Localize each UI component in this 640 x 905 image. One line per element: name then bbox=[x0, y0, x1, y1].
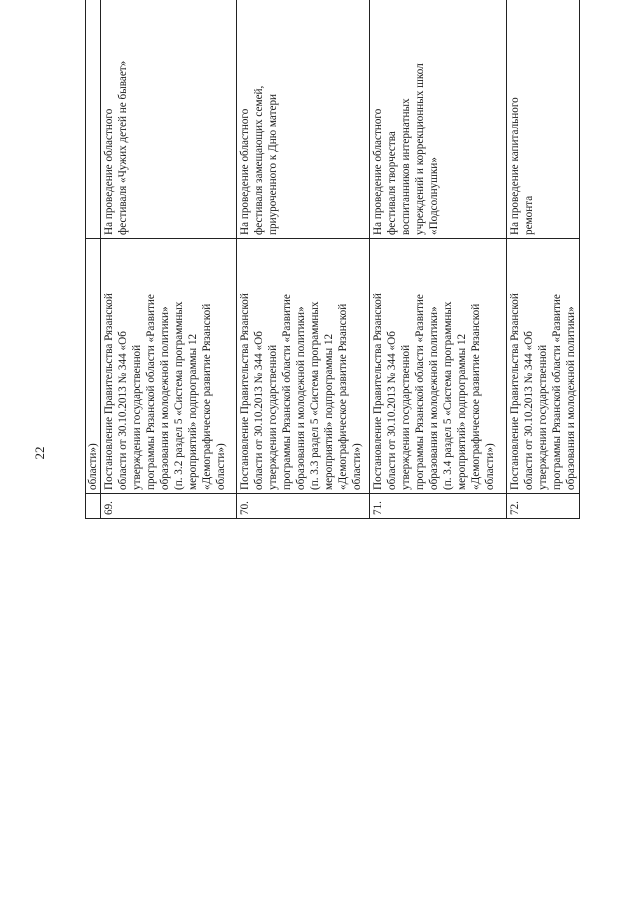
cell-text-line: области») bbox=[484, 443, 496, 490]
purpose-cell bbox=[237, 0, 370, 239]
cell-text-line: На проведение областного bbox=[372, 108, 384, 235]
documents-table bbox=[85, 0, 580, 519]
cell-text-line: программы Рязанской области «Развитие bbox=[414, 294, 426, 490]
purpose-cell bbox=[101, 0, 237, 239]
cell-text-line: утверждении государственной bbox=[537, 344, 549, 490]
cell-text-line: На проведение областного bbox=[239, 108, 251, 235]
cell-text-line: фестиваля «Чужих детей не бывает» bbox=[117, 60, 129, 235]
cell-text-line: образования и молодежной политики» bbox=[428, 306, 440, 490]
cell-text-line: области от 30.10.2013 № 344 «Об bbox=[117, 331, 129, 490]
legal-basis-cell bbox=[101, 239, 237, 494]
cell-text-line: образования и молодежной политики» bbox=[295, 306, 307, 490]
cell-text-line: (п. 3.2 раздел 5 «Система программных bbox=[173, 301, 185, 490]
cell-text-line: «Демографическое развитие Рязанской bbox=[201, 303, 213, 490]
continuation-text: области») bbox=[86, 239, 101, 494]
row-number: 70. bbox=[237, 494, 370, 519]
cell-text-line: программы Рязанской области «Развитие bbox=[551, 294, 563, 490]
cell-text-line: (п. 3.4 раздел 5 «Система программных bbox=[442, 301, 454, 490]
cell-text-line: «Демографическое развитие Рязанской bbox=[470, 303, 482, 490]
purpose-cell bbox=[507, 0, 580, 239]
cell-text-line: утверждении государственной bbox=[267, 344, 279, 490]
continuation-empty-cell bbox=[86, 0, 101, 239]
cell-text-line: На проведение капитального bbox=[509, 97, 521, 235]
table-row bbox=[370, 0, 507, 519]
row-number: 71. bbox=[370, 494, 507, 519]
legal-basis-cell bbox=[237, 239, 370, 494]
cell-text-line: учреждений и коррекционных школ bbox=[414, 63, 426, 235]
cell-text-line: программы Рязанской области «Развитие bbox=[281, 294, 293, 490]
continuation-row bbox=[86, 0, 101, 519]
cell-text-line: области от 30.10.2013 № 344 «Об bbox=[523, 331, 535, 490]
cell-text-line: фестиваля замещающих семей, bbox=[253, 85, 265, 235]
cell-text-line: мероприятий» подпрограммы 12 bbox=[456, 333, 468, 490]
cell-text-line: утверждении государственной bbox=[131, 344, 143, 490]
cell-text-line: «Демографическое развитие Рязанской bbox=[337, 303, 349, 490]
continuation-num-cell bbox=[86, 494, 101, 519]
purpose-cell bbox=[370, 0, 507, 239]
cell-text-line: области») bbox=[215, 443, 227, 490]
cell-text-line: Постановление Правительства Рязанской bbox=[103, 293, 115, 490]
cell-text-line: На проведение областного bbox=[103, 108, 115, 235]
cell-text-line: области») bbox=[351, 443, 363, 490]
cell-text-line: ремонта bbox=[523, 195, 535, 235]
cell-text-line: (п. 3.3 раздел 5 «Система программных bbox=[309, 301, 321, 490]
cell-text-line: воспитанников интернатных bbox=[400, 98, 412, 235]
cell-text-line: Постановление Правительства Рязанской bbox=[509, 293, 521, 490]
cell-text-line: фестиваля творчества bbox=[386, 131, 398, 235]
table-frame bbox=[85, 33, 577, 878]
cell-text-line: области от 30.10.2013 № 344 «Об bbox=[253, 331, 265, 490]
page-number: 22 bbox=[32, 446, 47, 460]
cell-text-line: мероприятий» подпрограммы 12 bbox=[323, 333, 335, 490]
table-row bbox=[507, 0, 580, 519]
cell-text-line: Постановление Правительства Рязанской bbox=[372, 293, 384, 490]
cell-text-line: мероприятий» подпрограммы 12 bbox=[187, 333, 199, 490]
cell-text-line: утверждении государственной bbox=[400, 344, 412, 490]
cell-text-line: программы Рязанской области «Развитие bbox=[145, 294, 157, 490]
cell-text-line: области от 30.10.2013 № 344 «Об bbox=[386, 331, 398, 490]
rotated-content bbox=[85, 0, 577, 519]
cell-text-line: Постановление Правительства Рязанской bbox=[239, 293, 251, 490]
row-number: 72. bbox=[507, 494, 580, 519]
legal-basis-cell bbox=[370, 239, 507, 494]
table-row bbox=[237, 0, 370, 519]
legal-basis-cell bbox=[507, 239, 580, 494]
cell-text-line: образования и молодежной политики» bbox=[159, 306, 171, 490]
cell-text-line: «Подсолнушки» bbox=[428, 157, 440, 235]
row-number: 69. bbox=[101, 494, 237, 519]
table-row bbox=[101, 0, 237, 519]
cell-text-line: приуроченного к Дню матери bbox=[267, 93, 279, 235]
cell-text-line: образования и молодежной политики» bbox=[565, 306, 577, 490]
